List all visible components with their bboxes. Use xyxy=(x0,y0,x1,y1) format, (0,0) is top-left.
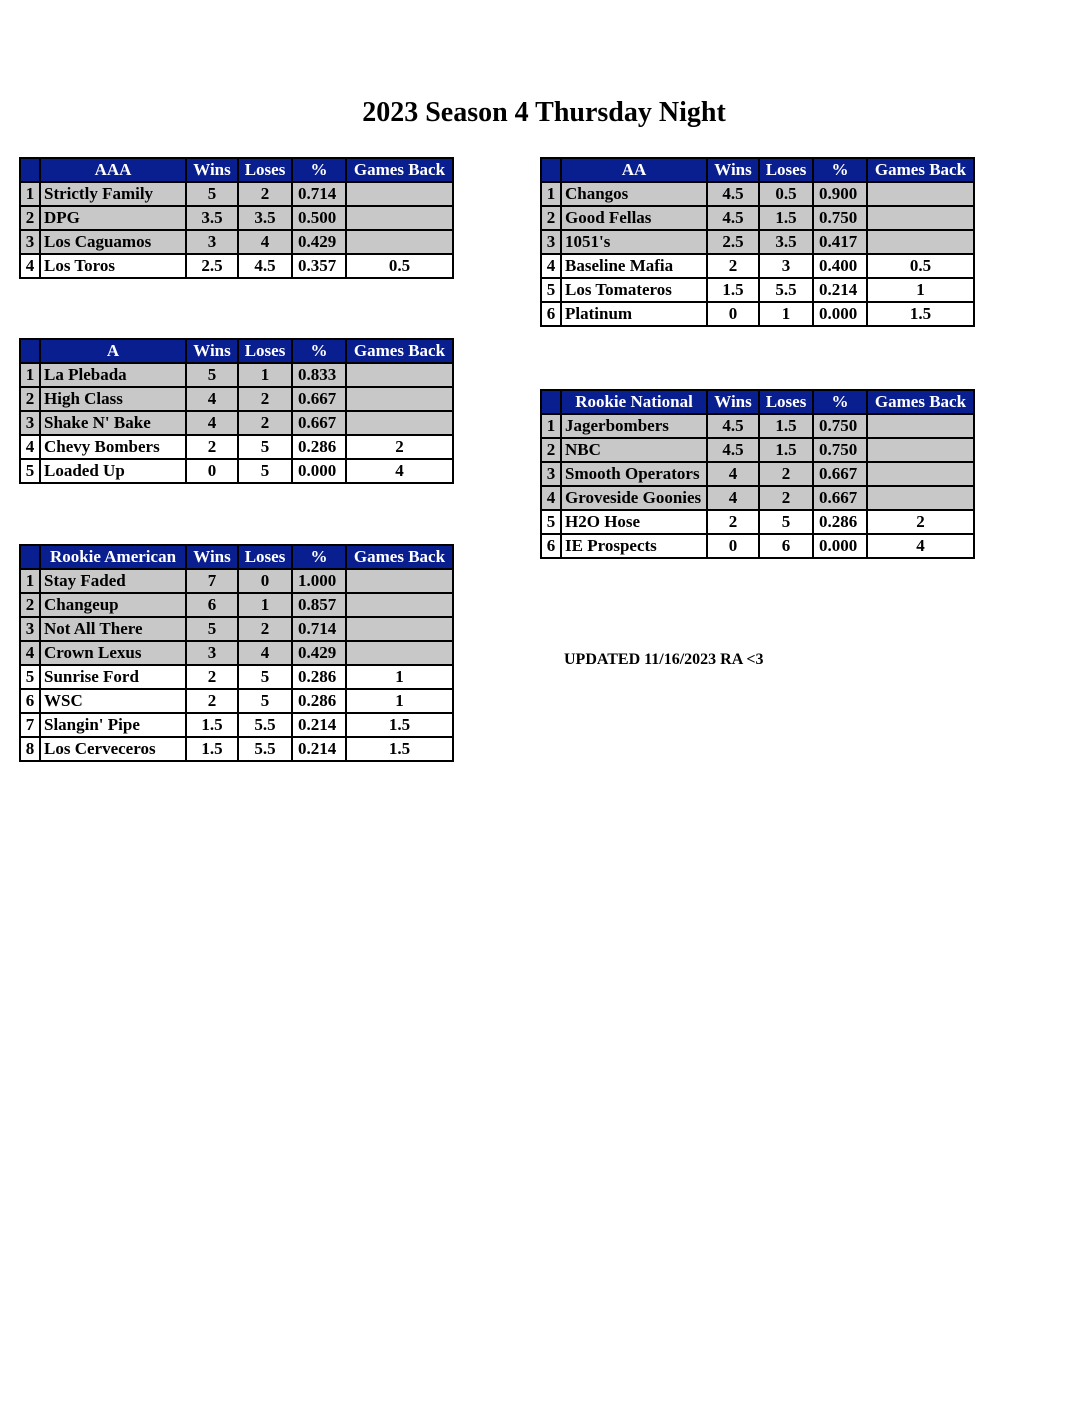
games-back-cell xyxy=(346,569,453,593)
loses-cell: 3.5 xyxy=(759,230,813,254)
wins-cell: 2 xyxy=(707,254,759,278)
pct-cell: 0.357 xyxy=(292,254,346,278)
table-row xyxy=(20,593,453,617)
division-name: Rookie National xyxy=(561,390,707,414)
team-name-cell: La Plebada xyxy=(40,363,186,387)
division-table-aaa xyxy=(19,157,454,279)
table-row xyxy=(20,737,453,761)
rank-header xyxy=(20,545,40,569)
column-header: Games Back xyxy=(346,339,453,363)
pct-cell: 0.214 xyxy=(813,278,867,302)
wins-cell: 7 xyxy=(186,569,238,593)
games-back-cell xyxy=(346,182,453,206)
team-name-cell: Loaded Up xyxy=(40,459,186,483)
games-back-cell xyxy=(346,387,453,411)
wins-cell: 4 xyxy=(707,486,759,510)
rank-cell: 2 xyxy=(541,438,561,462)
team-name-cell: Slangin' Pipe xyxy=(40,713,186,737)
games-back-cell: 2 xyxy=(867,510,974,534)
games-back-cell: 0.5 xyxy=(867,254,974,278)
column-header: Games Back xyxy=(346,158,453,182)
pct-cell: 0.286 xyxy=(292,665,346,689)
wins-cell: 0 xyxy=(707,302,759,326)
pct-cell: 0.000 xyxy=(292,459,346,483)
games-back-cell xyxy=(346,363,453,387)
pct-cell: 0.900 xyxy=(813,182,867,206)
column-header: % xyxy=(292,158,346,182)
column-header: Loses xyxy=(759,158,813,182)
rank-cell: 5 xyxy=(20,665,40,689)
header-row xyxy=(20,545,453,569)
column-header: Wins xyxy=(707,390,759,414)
team-name-cell: Los Toros xyxy=(40,254,186,278)
games-back-cell: 1.5 xyxy=(867,302,974,326)
pct-cell: 0.857 xyxy=(292,593,346,617)
team-name-cell: Baseline Mafia xyxy=(561,254,707,278)
games-back-cell: 2 xyxy=(346,435,453,459)
rank-cell: 2 xyxy=(20,593,40,617)
wins-cell: 1.5 xyxy=(186,713,238,737)
division-name: AAA xyxy=(40,158,186,182)
games-back-cell xyxy=(346,230,453,254)
games-back-cell xyxy=(867,182,974,206)
loses-cell: 2 xyxy=(759,486,813,510)
column-header: Loses xyxy=(759,390,813,414)
pct-cell: 0.667 xyxy=(292,411,346,435)
team-name-cell: Jagerbombers xyxy=(561,414,707,438)
wins-cell: 5 xyxy=(186,182,238,206)
column-header: Wins xyxy=(186,545,238,569)
table-row xyxy=(20,411,453,435)
games-back-cell: 1 xyxy=(346,689,453,713)
wins-cell: 2 xyxy=(707,510,759,534)
wins-cell: 4 xyxy=(186,387,238,411)
pct-cell: 0.000 xyxy=(813,302,867,326)
team-name-cell: IE Prospects xyxy=(561,534,707,558)
rank-cell: 3 xyxy=(20,617,40,641)
table-row xyxy=(541,462,974,486)
column-header: Games Back xyxy=(346,545,453,569)
loses-cell: 2 xyxy=(238,411,292,435)
team-name-cell: Not All There xyxy=(40,617,186,641)
team-name-cell: Los Caguamos xyxy=(40,230,186,254)
wins-cell: 2 xyxy=(186,665,238,689)
table-row xyxy=(541,206,974,230)
table-row xyxy=(541,486,974,510)
games-back-cell xyxy=(867,462,974,486)
loses-cell: 1.5 xyxy=(759,438,813,462)
rank-cell: 1 xyxy=(20,569,40,593)
games-back-cell xyxy=(346,411,453,435)
team-name-cell: Strictly Family xyxy=(40,182,186,206)
table-row xyxy=(20,254,453,278)
games-back-cell xyxy=(867,206,974,230)
wins-cell: 4.5 xyxy=(707,414,759,438)
rank-cell: 6 xyxy=(541,302,561,326)
rank-cell: 4 xyxy=(541,486,561,510)
loses-cell: 5.5 xyxy=(238,713,292,737)
division-table-a xyxy=(19,338,454,484)
rank-cell: 6 xyxy=(541,534,561,558)
table-row xyxy=(541,510,974,534)
loses-cell: 5 xyxy=(238,459,292,483)
loses-cell: 3.5 xyxy=(238,206,292,230)
games-back-cell: 1.5 xyxy=(346,713,453,737)
games-back-cell xyxy=(867,230,974,254)
team-name-cell: Groveside Goonies xyxy=(561,486,707,510)
column-header: Wins xyxy=(707,158,759,182)
team-name-cell: Los Cerveceros xyxy=(40,737,186,761)
loses-cell: 5 xyxy=(238,665,292,689)
rank-cell: 3 xyxy=(20,411,40,435)
team-name-cell: High Class xyxy=(40,387,186,411)
pct-cell: 0.750 xyxy=(813,438,867,462)
loses-cell: 3 xyxy=(759,254,813,278)
division-table-rookie-national xyxy=(540,389,975,559)
pct-cell: 1.000 xyxy=(292,569,346,593)
wins-cell: 4.5 xyxy=(707,182,759,206)
team-name-cell: Smooth Operators xyxy=(561,462,707,486)
column-header: Loses xyxy=(238,545,292,569)
team-name-cell: Good Fellas xyxy=(561,206,707,230)
loses-cell: 6 xyxy=(759,534,813,558)
pct-cell: 0.286 xyxy=(292,435,346,459)
wins-cell: 5 xyxy=(186,617,238,641)
wins-cell: 3 xyxy=(186,641,238,665)
loses-cell: 5 xyxy=(238,689,292,713)
rank-cell: 2 xyxy=(20,387,40,411)
games-back-cell: 1 xyxy=(346,665,453,689)
pct-cell: 0.500 xyxy=(292,206,346,230)
team-name-cell: Stay Faded xyxy=(40,569,186,593)
pct-cell: 0.429 xyxy=(292,641,346,665)
division-table-rookie-american xyxy=(19,544,454,762)
table-row xyxy=(20,641,453,665)
rank-cell: 5 xyxy=(541,510,561,534)
wins-cell: 2 xyxy=(186,435,238,459)
loses-cell: 1 xyxy=(238,363,292,387)
team-name-cell: H2O Hose xyxy=(561,510,707,534)
wins-cell: 0 xyxy=(707,534,759,558)
games-back-cell: 4 xyxy=(867,534,974,558)
pct-cell: 0.000 xyxy=(813,534,867,558)
column-header: Wins xyxy=(186,339,238,363)
loses-cell: 1 xyxy=(238,593,292,617)
team-name-cell: Crown Lexus xyxy=(40,641,186,665)
team-name-cell: Los Tomateros xyxy=(561,278,707,302)
rank-cell: 5 xyxy=(541,278,561,302)
pct-cell: 0.429 xyxy=(292,230,346,254)
team-name-cell: Changos xyxy=(561,182,707,206)
games-back-cell xyxy=(867,438,974,462)
rank-cell: 4 xyxy=(20,254,40,278)
rank-cell: 4 xyxy=(20,435,40,459)
rank-header xyxy=(20,339,40,363)
rank-cell: 3 xyxy=(541,230,561,254)
team-name-cell: Shake N' Bake xyxy=(40,411,186,435)
wins-cell: 2.5 xyxy=(707,230,759,254)
games-back-cell: 1.5 xyxy=(346,737,453,761)
division-name: AA xyxy=(561,158,707,182)
rank-cell: 3 xyxy=(20,230,40,254)
wins-cell: 2.5 xyxy=(186,254,238,278)
table-row xyxy=(20,689,453,713)
wins-cell: 5 xyxy=(186,363,238,387)
wins-cell: 2 xyxy=(186,689,238,713)
pct-cell: 0.400 xyxy=(813,254,867,278)
column-header: % xyxy=(813,158,867,182)
division-name: A xyxy=(40,339,186,363)
header-row xyxy=(20,339,453,363)
table-row xyxy=(541,230,974,254)
rank-cell: 2 xyxy=(541,206,561,230)
table-row xyxy=(541,414,974,438)
table-row xyxy=(20,569,453,593)
division-name: Rookie American xyxy=(40,545,186,569)
table-row xyxy=(541,254,974,278)
table-row xyxy=(541,302,974,326)
column-header: Games Back xyxy=(867,390,974,414)
column-header: Games Back xyxy=(867,158,974,182)
games-back-cell xyxy=(867,414,974,438)
column-header: % xyxy=(292,339,346,363)
pct-cell: 0.667 xyxy=(813,462,867,486)
loses-cell: 0 xyxy=(238,569,292,593)
games-back-cell xyxy=(346,593,453,617)
pct-cell: 0.833 xyxy=(292,363,346,387)
loses-cell: 4 xyxy=(238,641,292,665)
loses-cell: 4.5 xyxy=(238,254,292,278)
team-name-cell: Platinum xyxy=(561,302,707,326)
column-header: % xyxy=(292,545,346,569)
column-header: % xyxy=(813,390,867,414)
pct-cell: 0.714 xyxy=(292,182,346,206)
wins-cell: 4 xyxy=(707,462,759,486)
rank-cell: 7 xyxy=(20,713,40,737)
loses-cell: 1 xyxy=(759,302,813,326)
division-table-aa xyxy=(540,157,975,327)
table-row xyxy=(20,230,453,254)
games-back-cell: 0.5 xyxy=(346,254,453,278)
pct-cell: 0.417 xyxy=(813,230,867,254)
rank-cell: 2 xyxy=(20,206,40,230)
table-row xyxy=(20,435,453,459)
games-back-cell: 1 xyxy=(867,278,974,302)
loses-cell: 4 xyxy=(238,230,292,254)
team-name-cell: Sunrise Ford xyxy=(40,665,186,689)
wins-cell: 4.5 xyxy=(707,438,759,462)
pct-cell: 0.214 xyxy=(292,737,346,761)
games-back-cell: 4 xyxy=(346,459,453,483)
loses-cell: 2 xyxy=(238,387,292,411)
wins-cell: 4 xyxy=(186,411,238,435)
header-row xyxy=(541,390,974,414)
pct-cell: 0.286 xyxy=(292,689,346,713)
rank-cell: 4 xyxy=(20,641,40,665)
rank-header xyxy=(541,390,561,414)
rank-cell: 3 xyxy=(541,462,561,486)
wins-cell: 3 xyxy=(186,230,238,254)
team-name-cell: NBC xyxy=(561,438,707,462)
rank-cell: 5 xyxy=(20,459,40,483)
loses-cell: 2 xyxy=(238,182,292,206)
pct-cell: 0.750 xyxy=(813,206,867,230)
rank-cell: 6 xyxy=(20,689,40,713)
loses-cell: 2 xyxy=(759,462,813,486)
table-row xyxy=(20,363,453,387)
rank-header xyxy=(20,158,40,182)
loses-cell: 5.5 xyxy=(238,737,292,761)
table-row xyxy=(20,665,453,689)
table-row xyxy=(20,459,453,483)
table-row xyxy=(541,182,974,206)
header-row xyxy=(20,158,453,182)
loses-cell: 0.5 xyxy=(759,182,813,206)
wins-cell: 1.5 xyxy=(186,737,238,761)
team-name-cell: 1051's xyxy=(561,230,707,254)
column-header: Loses xyxy=(238,158,292,182)
rank-cell: 1 xyxy=(20,182,40,206)
team-name-cell: DPG xyxy=(40,206,186,230)
pct-cell: 0.667 xyxy=(813,486,867,510)
rank-header xyxy=(541,158,561,182)
team-name-cell: Changeup xyxy=(40,593,186,617)
table-row xyxy=(20,182,453,206)
table-row xyxy=(20,713,453,737)
team-name-cell: Chevy Bombers xyxy=(40,435,186,459)
wins-cell: 4.5 xyxy=(707,206,759,230)
pct-cell: 0.750 xyxy=(813,414,867,438)
column-header: Wins xyxy=(186,158,238,182)
pct-cell: 0.214 xyxy=(292,713,346,737)
table-row xyxy=(20,617,453,641)
wins-cell: 3.5 xyxy=(186,206,238,230)
team-name-cell: WSC xyxy=(40,689,186,713)
column-header: Loses xyxy=(238,339,292,363)
wins-cell: 6 xyxy=(186,593,238,617)
loses-cell: 5.5 xyxy=(759,278,813,302)
rank-cell: 1 xyxy=(541,182,561,206)
pct-cell: 0.667 xyxy=(292,387,346,411)
rank-cell: 8 xyxy=(20,737,40,761)
wins-cell: 1.5 xyxy=(707,278,759,302)
loses-cell: 5 xyxy=(759,510,813,534)
header-row xyxy=(541,158,974,182)
updated-note: UPDATED 11/16/2023 RA <3 xyxy=(564,651,764,668)
page-title: 2023 Season 4 Thursday Night xyxy=(362,97,726,128)
games-back-cell xyxy=(346,617,453,641)
games-back-cell xyxy=(346,206,453,230)
pct-cell: 0.286 xyxy=(813,510,867,534)
loses-cell: 1.5 xyxy=(759,206,813,230)
loses-cell: 5 xyxy=(238,435,292,459)
table-row xyxy=(541,534,974,558)
pct-cell: 0.714 xyxy=(292,617,346,641)
rank-cell: 1 xyxy=(20,363,40,387)
rank-cell: 1 xyxy=(541,414,561,438)
loses-cell: 1.5 xyxy=(759,414,813,438)
table-row xyxy=(20,206,453,230)
games-back-cell xyxy=(867,486,974,510)
table-row xyxy=(541,438,974,462)
table-row xyxy=(20,387,453,411)
table-row xyxy=(541,278,974,302)
loses-cell: 2 xyxy=(238,617,292,641)
games-back-cell xyxy=(346,641,453,665)
rank-cell: 4 xyxy=(541,254,561,278)
wins-cell: 0 xyxy=(186,459,238,483)
